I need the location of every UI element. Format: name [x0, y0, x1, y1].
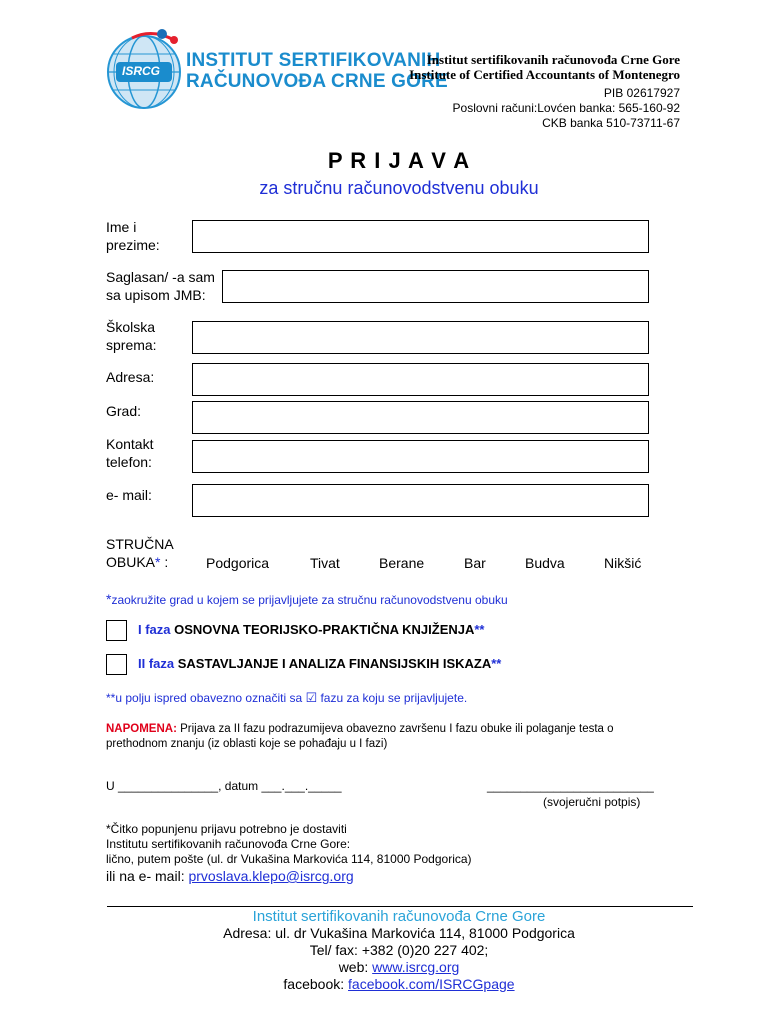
jmb-input[interactable] — [222, 270, 649, 303]
logo-badge-text: ISRCG — [122, 64, 161, 78]
city-option-berane[interactable]: Berane — [379, 555, 425, 571]
org-name-en: Institute of Certified Accountants of Montenegro — [409, 67, 680, 82]
logo-line-2: RAČUNOVOĐA CRNE GORE — [186, 71, 448, 92]
name-label: Ime i prezime: — [106, 219, 160, 253]
phone-input[interactable] — [192, 440, 649, 473]
org-name-me: Institut sertifikovanih računovođa Crne Gore — [426, 52, 680, 67]
phase-2-checkbox[interactable] — [106, 654, 127, 675]
name-input[interactable] — [192, 220, 649, 253]
email-label: e- mail: — [106, 487, 152, 503]
logo-line-1: INSTITUT SERTIFIKOVANIH — [186, 50, 441, 71]
footer: Institut sertifikovanih računovođa Crne Gore Adresa: ul. dr Vukašina Markovića 114, 81000 Podgorica Tel/ fax: +382 (0)20 227 402; web: www.isrcg.org facebook: facebook.com/ISRCGpage — [0, 908, 768, 993]
city-option-budva[interactable]: Budva — [525, 555, 565, 571]
footer-org-name: Institut sertifikovanih računovođa Crne Gore — [252, 908, 546, 925]
city-option-bar[interactable]: Bar — [464, 555, 486, 571]
city-option-tivat[interactable]: Tivat — [310, 555, 340, 571]
phase-1-label: I faza OSNOVNA TEORIJSKO-PRAKTIČNA KNJIŽENJA** — [138, 622, 485, 637]
checked-box-icon: ☑ — [305, 691, 318, 706]
city-note: *zaokružite grad u kojem se prijavljujete za stručnu računovodstvenu obuku — [106, 591, 508, 607]
account-1: Poslovni računi:Lovćen banka: 565-160-92 — [452, 101, 680, 115]
email-input[interactable] — [192, 484, 649, 517]
training-label: STRUČNA OBUKA* : — [106, 536, 174, 570]
email-link[interactable]: prvoslava.klepo@isrcg.org — [188, 868, 354, 884]
footer-address: Adresa: ul. dr Vukašina Markovića 114, 81000 Podgorica — [223, 925, 575, 941]
footer-divider — [107, 906, 693, 907]
school-label: Školska sprema: — [106, 319, 157, 353]
page-title: P R I J A V A — [327, 148, 471, 173]
napomena: NAPOMENA: Prijava za II fazu podrazumijeva obavezno završenu I fazu obuke ili polaganje testa o prethodnom znanju (iz oblasti koje se pohađaju u I fazi) — [106, 723, 614, 750]
city-option-podgorica[interactable]: Podgorica — [206, 555, 270, 571]
delivery-info: *Čitko popunjenu prijavu potrebno je dostaviti Institutu sertifikovanih računovođa Crne Gore: lično, putem pošte (ul. dr Vukašina Markovića 114, 81000 Podgorica) ili na e- mail: prvoslava.klepo@isrcg.org — [106, 822, 472, 884]
address-label: Adresa: — [106, 369, 155, 385]
web-link[interactable]: www.isrcg.org — [372, 959, 460, 975]
place-date-line[interactable]: U _______________, datum ___.___._____ — [106, 779, 342, 793]
footer-phone: Tel/ fax: +382 (0)20 227 402; — [309, 942, 489, 958]
phase-2-label: II faza SASTAVLJANJE I ANALIZA FINANSIJSKIH ISKAZA** — [138, 656, 502, 671]
city-input[interactable] — [192, 401, 649, 434]
page-subtitle: za stručnu računovodstvenu obuku — [259, 178, 539, 198]
phase-1-checkbox[interactable] — [106, 620, 127, 641]
city-option-niksic[interactable]: Nikšić — [604, 555, 642, 571]
school-input[interactable] — [192, 321, 649, 354]
signature-line[interactable]: _________________________ — [487, 779, 654, 793]
address-input[interactable] — [192, 363, 649, 396]
signature-caption: (svojeručni potpis) — [543, 795, 641, 809]
logo — [104, 26, 190, 116]
phase-note: **u polju ispred obavezno označiti sa ☑ fazu za koju se prijavljujete. — [106, 691, 468, 706]
pib: PIB 02617927 — [603, 86, 680, 100]
jmb-label: Saglasan/ -a sam sa upisom JMB: — [106, 269, 215, 303]
phone-label: Kontakt telefon: — [106, 436, 154, 470]
facebook-link[interactable]: facebook.com/ISRCGpage — [348, 976, 515, 992]
city-label: Grad: — [106, 403, 142, 419]
account-2: CKB banka 510-73711-67 — [542, 116, 680, 130]
